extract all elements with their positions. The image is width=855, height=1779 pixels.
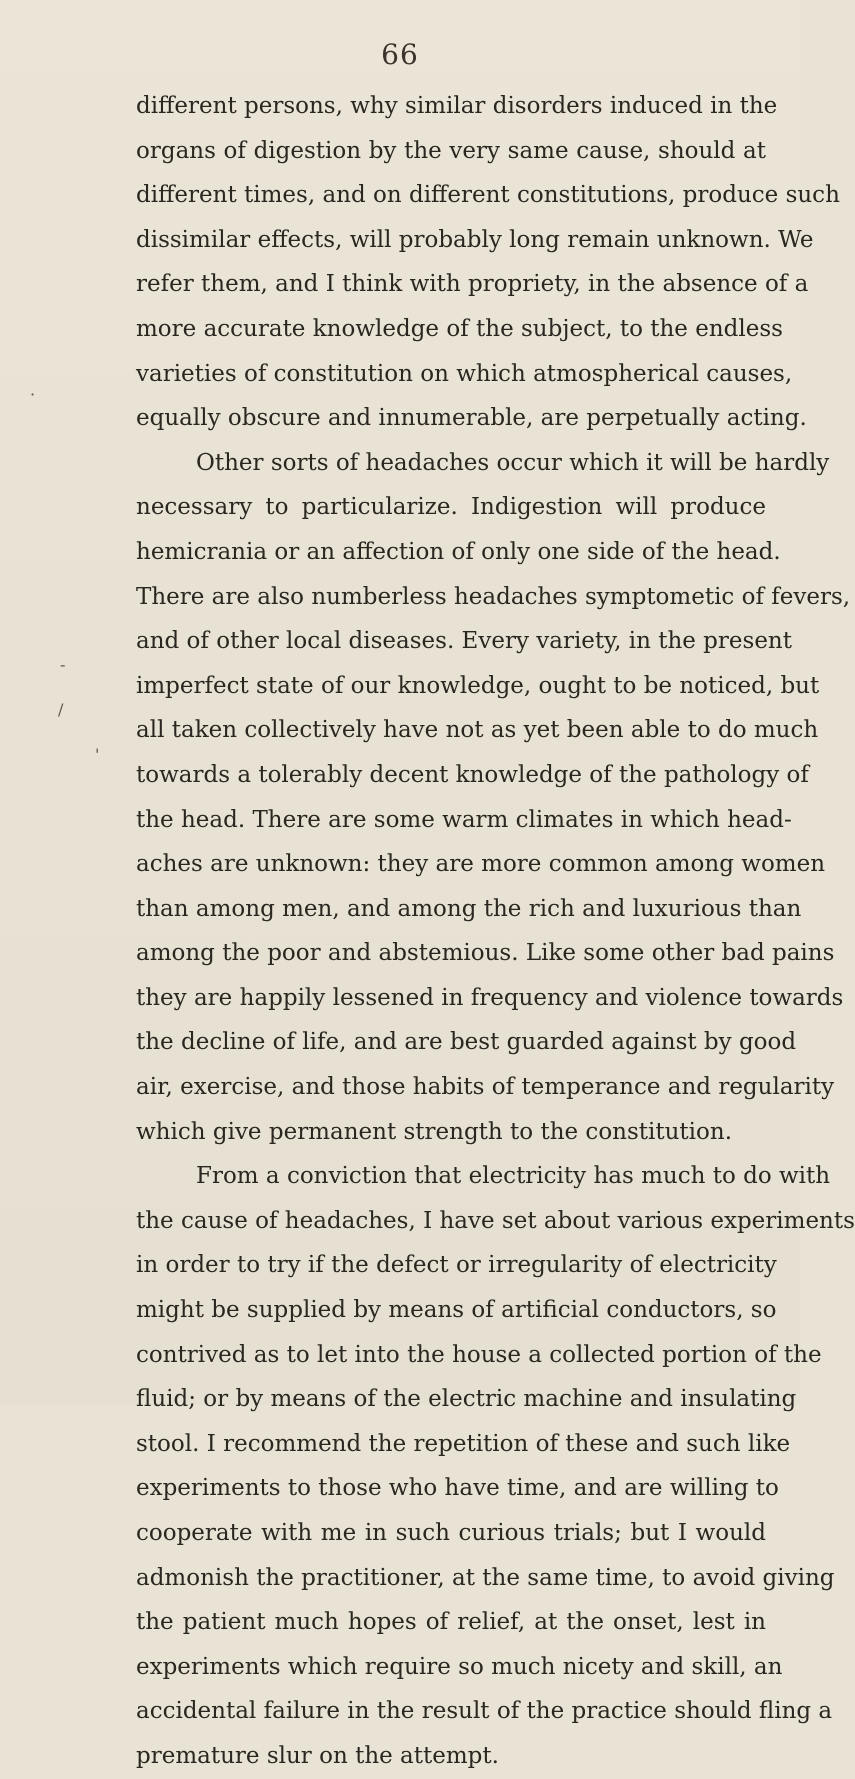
paragraph-1 [136, 84, 840, 441]
text-line: among the poor and abstemious. Like some other bad pains [136, 940, 835, 967]
margin-pencil-mark: / [58, 700, 64, 719]
text-line: stool. I recommend the repetition of these and such like [136, 1430, 791, 1457]
text-line: the cause of headaches, I have set about various experiments [136, 1207, 855, 1234]
page-number: 66 [381, 38, 419, 71]
text-line: all taken collectively have not as yet been able to do much [136, 717, 819, 744]
text-line: experiments to those who have time, and are willing to [136, 1475, 779, 1502]
text-line: necessary to particularize. Indigestion will produce [136, 494, 766, 521]
text-line: different persons, why similar disorders induced in the [136, 93, 778, 119]
margin-pencil-mark: ' [95, 745, 100, 764]
text-line: than among men, and among the rich and luxurious than [136, 895, 802, 922]
text-line: they are happily lessened in frequency and violence towards [136, 984, 844, 1011]
text-line: might be supplied by means of artificial conductors, so [136, 1297, 777, 1324]
text-line: From a conviction that electricity has much to do with [196, 1163, 831, 1190]
margin-pencil-mark: · [30, 385, 36, 404]
text-line: hemicrania or an affection of only one side of the head. [136, 538, 781, 565]
text-line: contrived as to let into the house a collected portion of the [136, 1341, 822, 1368]
text-line: equally obscure and innumerable, are perpetually acting. [136, 405, 807, 432]
text-line: dissimilar effects, will probably long remain unknown. We [136, 226, 814, 253]
paragraph-2 [136, 441, 851, 1155]
text-line: cooperate with me in such curious trials; but I would [136, 1520, 766, 1546]
text-line: more accurate knowledge of the subject, to the endless [136, 315, 783, 342]
margin-pencil-mark: - [60, 655, 66, 674]
paragraph-3 [136, 1154, 855, 1778]
text-line: imperfect state of our knowledge, ought to be noticed, but [136, 672, 820, 699]
text-line: organs of digestion by the very same cause, should at [136, 137, 766, 164]
text-line: the patient much hopes of relief, at the onset, lest in [136, 1609, 766, 1636]
text-line: and of other local diseases. Every variety, in the present [136, 628, 792, 655]
text-line: different times, and on different constitutions, produce such [136, 182, 840, 209]
text-line: premature slur on the attempt. [136, 1742, 499, 1769]
text-line: the decline of life, and are best guarded against by good [136, 1029, 797, 1056]
text-line: the head. There are some warm climates in which head- [136, 806, 792, 833]
text-line: fluid; or by means of the electric machine and insulating [136, 1386, 797, 1413]
text-line: accidental failure in the result of the practice should fling a [136, 1698, 833, 1725]
text-line: There are also numberless headaches symptometic of fevers, [136, 583, 851, 610]
text-line: varieties of constitution on which atmospherical causes, [136, 360, 793, 387]
text-line: air, exercise, and those habits of temperance and regularity [136, 1074, 835, 1101]
text-line: in order to try if the defect or irregularity of electricity [136, 1252, 777, 1279]
body-text [136, 84, 855, 1779]
text-line: Other sorts of headaches occur which it will be hardly [196, 449, 830, 476]
text-line: aches are unknown: they are more common among women [136, 851, 826, 878]
text-line: admonish the practitioner, at the same time, to avoid giving [136, 1564, 835, 1591]
text-line: towards a tolerably decent knowledge of the pathology of [136, 761, 809, 788]
text-line: refer them, and I think with propriety, in the absence of a [136, 271, 809, 298]
text-line: experiments which require so much nicety and skill, an [136, 1653, 783, 1680]
text-line: which give permanent strength to the constitution. [136, 1118, 733, 1145]
